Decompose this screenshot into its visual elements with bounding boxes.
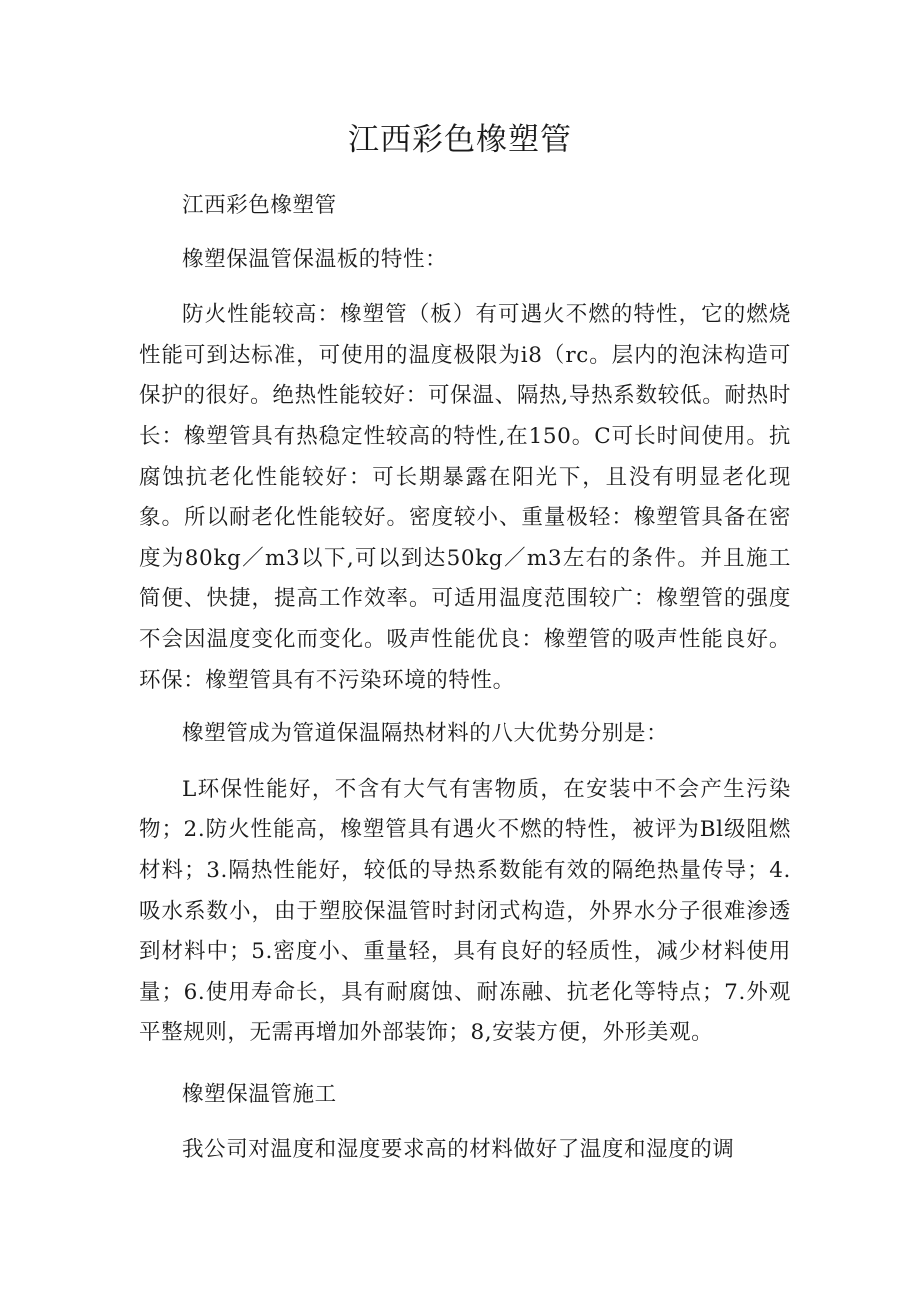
paragraph-advantages: L环保性能好，不含有大气有害物质，在安装中不会产生污染物；2.防火性能高，橡塑管具有遇火不燃的特性，被评为Bl级阻燃材料；3.隔热性能好，较低的导热系数能有效的隔绝热量传导；4.吸水系数小，由于塑胶保温管时封闭式构造，外界水分子很难渗透到材料中；5.密度小、重量轻，具有良好的轻质性，减少材料使用量；6.使用寿命长，具有耐腐蚀、耐冻融、抗老化等特点；7.外观平整规则，无需再增加外部装饰；8,安装方便，外形美观。 — [139, 776, 791, 1046]
paragraph-properties: 防火性能较高：橡塑管（板）有可遇火不燃的特性，它的燃烧性能可到达标准，可使用的温度极限为i8（rc。层内的泡沫构造可保护的很好。绝热性能较好：可保温、隔热,导热系数较低。耐热时长：橡塑管具有热稳定性较高的特性,在150。C可长时间使用。抗腐蚀抗老化性能较好：可长期暴露在阳光下，且没有明显老化现象。所以耐老化性能较好。密度较小、重量极轻：橡塑管具备在密度为80kg／m3以下,可以到达50kg／m3左右的条件。并且施工简便、快捷，提高工作效率。可适用温度范围较广：橡塑管的强度不会因温度变化而变化。吸声性能优良：橡塑管的吸声性能良好。环保：橡塑管具有不污染环境的特性。 — [139, 302, 791, 693]
document-body — [139, 186, 791, 1171]
paragraph-construction-heading: 橡塑保温管施工 — [182, 1081, 337, 1107]
document-title: 江西彩色橡塑管 — [348, 122, 572, 158]
paragraph-construction: 我公司对温度和湿度要求高的材料做好了温度和湿度的调 — [182, 1137, 735, 1163]
paragraph-subtitle: 江西彩色橡塑管 — [182, 193, 337, 218]
paragraph-properties-heading: 橡塑保温管保温板的特性： — [182, 246, 448, 272]
paragraph-advantages-heading: 橡塑管成为管道保温隔热材料的八大优势分别是： — [182, 721, 669, 747]
